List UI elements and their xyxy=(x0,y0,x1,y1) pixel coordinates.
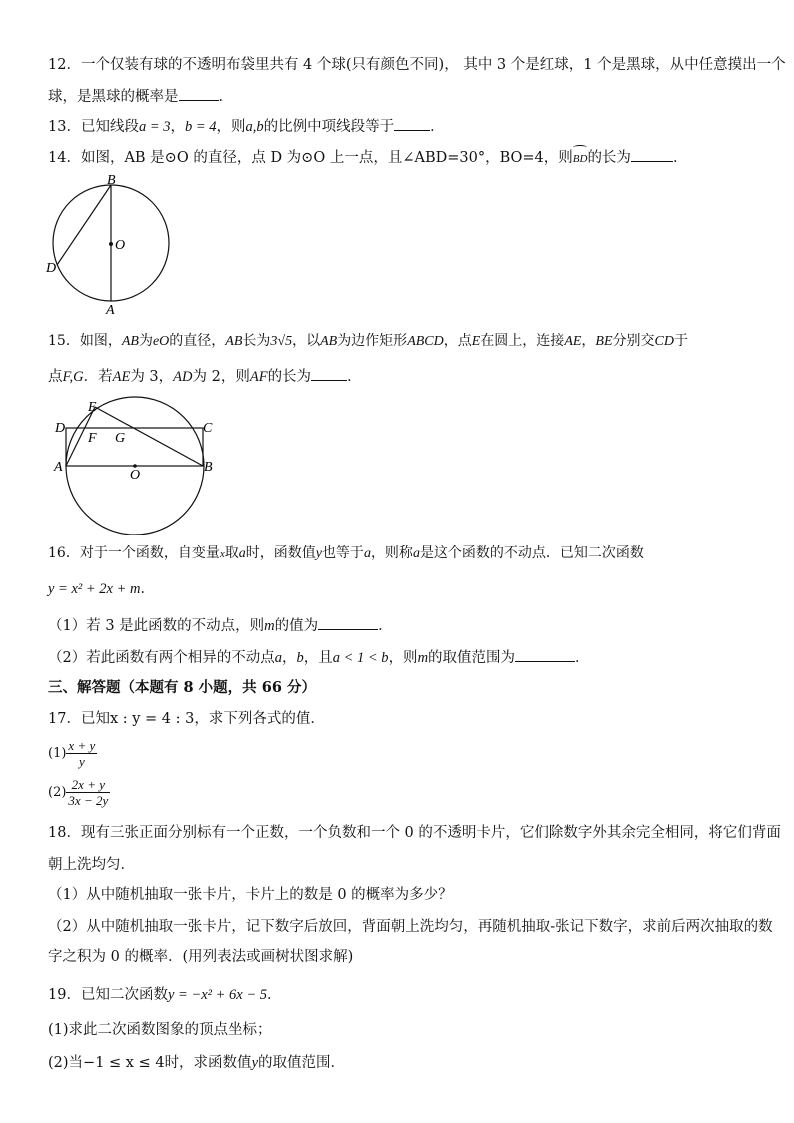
answer-blank[interactable] xyxy=(311,366,347,381)
q18-line1: 18．现有三张正面分别标有一个正数，一个负数和一个 0 的不透明卡片，它们除数字外其余完全相同，将它们背面 xyxy=(48,825,781,841)
q16-line2: y = x² + 2x + m． xyxy=(48,581,155,597)
q16-sub1: （1）若 3 是此函数的不动点，则m的值为 ． xyxy=(48,615,393,636)
q17-sub1: (1) $\frac{x + y}{y}$ xyxy=(48,738,96,769)
q19-sub2: (2)当−1 ≤ x ≤ 4时，求函数值y的取值范围． xyxy=(48,1055,345,1071)
q15-label-o: O xyxy=(130,468,141,483)
q15-label-b: B xyxy=(204,460,213,475)
q15-label-a: A xyxy=(54,460,63,475)
q18-sub2a: （2）从中随机抽取一张卡片，记下数字后放回，背面朝上洗均匀，再随机抽取-张记下数字，求前后两次抽取的数 xyxy=(48,919,773,935)
q15-label-f: F xyxy=(88,431,97,446)
q15-figure xyxy=(48,395,218,535)
q15-label-g: G xyxy=(115,431,126,446)
answer-blank[interactable] xyxy=(318,615,378,630)
q19-sub1: (1)求此二次函数图象的顶点坐标； xyxy=(48,1022,272,1038)
answer-blank[interactable] xyxy=(179,86,219,101)
q16-sub2: （2）若此函数有两个相异的不动点a，b，且a < 1 < b，则m的取值范围为 ． xyxy=(48,647,590,668)
q15-line2: 点F,G．若AE为 3，AD为 2，则AF的长为 ． xyxy=(48,366,362,387)
q14-label-a: A xyxy=(106,303,115,317)
q14-label-d: D xyxy=(46,261,57,276)
q15-rectangle xyxy=(66,428,203,466)
q15-segment-be xyxy=(95,407,203,466)
q14-label-o: O xyxy=(115,238,126,253)
q13-line: 13．已知线段a = 3，b = 4，则a,b的比例中项线段等于 ． xyxy=(48,116,445,137)
q14-label-b: B xyxy=(107,173,116,188)
q18-line2: 朝上洗均匀． xyxy=(48,857,135,873)
q17-sub2: (2) $\frac{2x + y}{3x - 2y}$ xyxy=(48,777,109,808)
q18-sub2b: 字之积为 0 的概率．(用列表法或画树状图求解) xyxy=(48,949,354,965)
q16-line1: 16．对于一个函数，自变量x取a时，函数值y也等于a，则称a是这个函数的不动点．已知二次函数 xyxy=(48,545,644,561)
q14-figure xyxy=(40,172,180,317)
q19-line: 19．已知二次函数y = −x² + 6x − 5． xyxy=(48,987,282,1003)
q12-line2: 球，是黑球的概率是 ． xyxy=(48,86,233,107)
q15-label-d: D xyxy=(55,421,66,436)
q14-center-dot xyxy=(109,242,113,246)
answer-blank[interactable] xyxy=(631,147,673,162)
q14-line: 14．如图，AB 是⊙O 的直径，点 D 为⊙O 上一点，且∠ABD=30°，BO=4，则BD 的长为 ． xyxy=(48,147,687,169)
answer-blank[interactable] xyxy=(394,116,430,131)
q18-sub1: （1）从中随机抽取一张卡片，卡片上的数是 0 的概率为多少？ xyxy=(48,887,453,903)
q17-line: 17．已知x : y = 4 : 3，求下列各式的值． xyxy=(48,711,325,727)
q15-label-e: E xyxy=(88,400,97,415)
q12-line1: 12．一个仅装有球的不透明布袋里共有 4 个球(只有颜色不同)， 其中 3 个是红球，1 个是黑球，从中任意摸出一个 xyxy=(48,57,786,73)
q15-label-c: C xyxy=(203,421,213,436)
q15-line1: 15．如图，AB为eO的直径，AB长为3√5，以AB为边作矩形ABCD，点E在圆上，连接AE，BE分别交CD于 xyxy=(48,333,688,349)
q14-chord-bd xyxy=(57,185,111,265)
answer-blank[interactable] xyxy=(515,647,575,662)
section-heading: 三、解答题（本题有 8 小题，共 66 分） xyxy=(48,679,316,696)
